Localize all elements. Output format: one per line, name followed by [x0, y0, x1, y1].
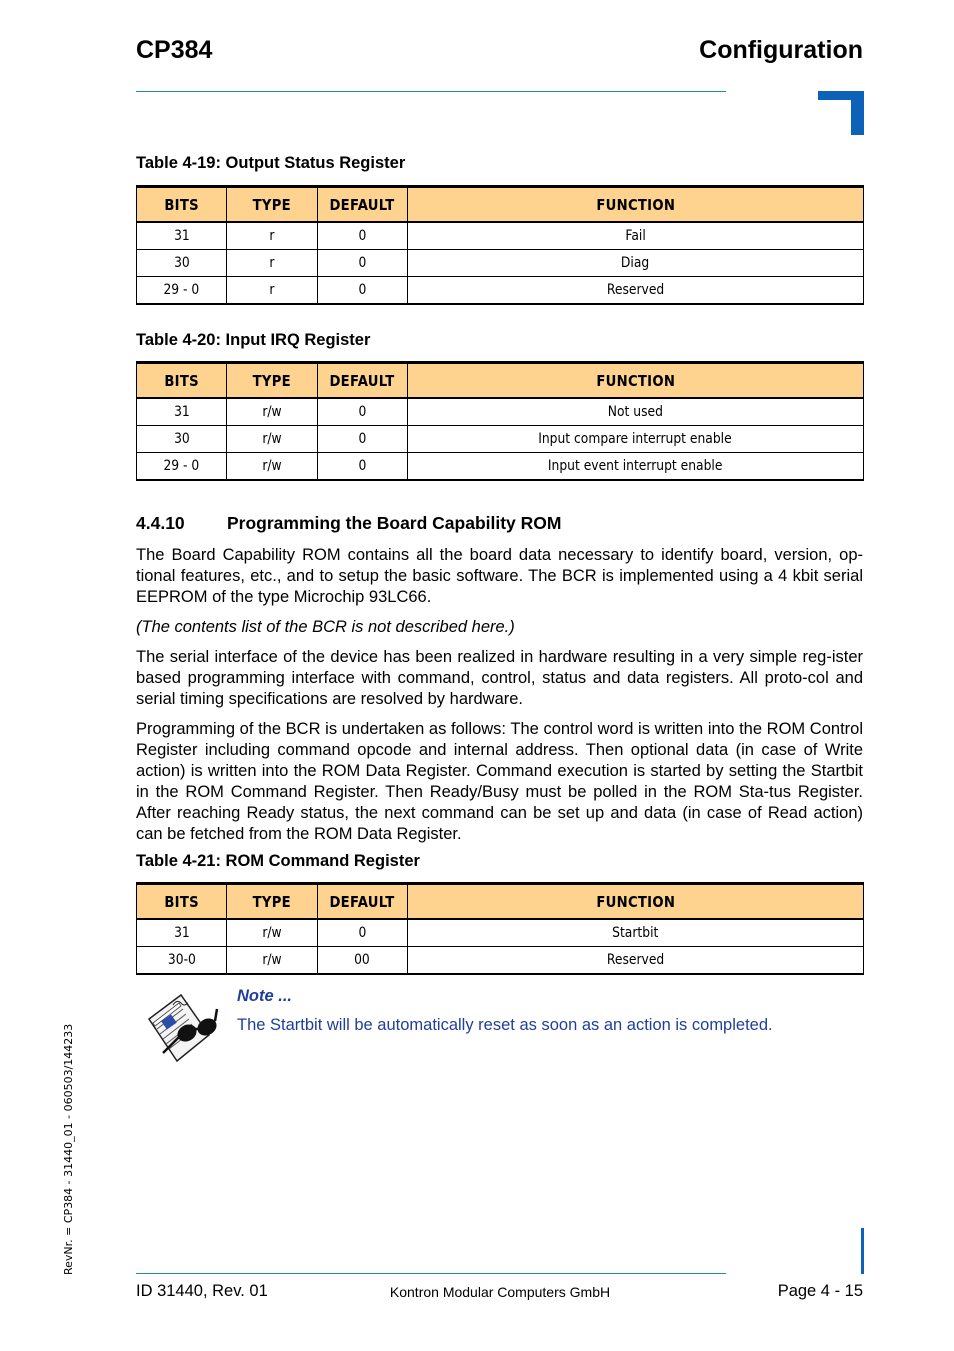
cell-function: Reserved	[407, 947, 863, 975]
table-row	[137, 919, 864, 947]
revision-side-text: RevNr. = CP384 - 31440_01 - 060503/144233	[62, 1023, 75, 1275]
footer-document-id: ID 31440, Rev. 01	[136, 1282, 268, 1300]
section-heading	[136, 513, 561, 534]
table-row	[137, 250, 864, 277]
paragraph: The serial interface of the device has been realized in hardware resulting in a very simple reg-ister based programming interface with command, control, status and data registers. All proto-col and serial timing specifications are resolved by hardware.	[136, 648, 863, 708]
table-caption: Table 4-19: Output Status Register	[136, 154, 406, 172]
cell-function: Input compare interrupt enable	[407, 426, 863, 453]
cell-default: 00	[317, 947, 407, 975]
paragraph: Programming of the BCR is undertaken as follows: The control word is written into the ROM Control Register including command opcode and internal address. Then optional data (in case of Write action) is written into the ROM Data Register. Command execution is started by setting the Startbit in the ROM Command Register. Then Ready/Busy must be polled in the ROM Sta-tus Register. After reaching Ready status, the next command can be set up and data (in case of Read action) can be fetched from the ROM Data Register.	[136, 720, 863, 843]
cell-default: 0	[317, 426, 407, 453]
cell-type: r/w	[226, 398, 317, 426]
col-header-default: DEFAULT	[317, 187, 407, 223]
cell-default: 0	[317, 222, 407, 250]
section-title: Programming the Board Capability ROM	[227, 513, 562, 533]
footer-company: Kontron Modular Computers GmbH	[389, 1284, 611, 1300]
cell-function: Fail	[407, 222, 863, 250]
col-header-bits: BITS	[137, 363, 227, 399]
cell-type: r/w	[226, 426, 317, 453]
cell-bits: 30-0	[137, 947, 227, 975]
note-label: Note ...	[237, 987, 293, 1005]
paragraph-note: (The contents list of the BCR is not described here.)	[136, 618, 515, 636]
table-row	[137, 398, 864, 426]
cell-type: r/w	[226, 453, 317, 481]
col-header-type: TYPE	[226, 884, 317, 920]
table-row	[137, 426, 864, 453]
table-row	[137, 453, 864, 481]
footer-rule	[136, 1273, 726, 1274]
col-header-type: TYPE	[226, 187, 317, 223]
cell-function: Input event interrupt enable	[407, 453, 863, 481]
col-header-function: FUNCTION	[407, 363, 863, 399]
cell-type: r/w	[226, 919, 317, 947]
col-header-bits: BITS	[137, 187, 227, 223]
cell-default: 0	[317, 398, 407, 426]
cell-bits: 30	[137, 426, 227, 453]
table-row	[137, 222, 864, 250]
cell-function: Diag	[407, 250, 863, 277]
cell-type: r	[226, 222, 317, 250]
header-product: CP384	[136, 36, 213, 64]
cell-bits: 31	[137, 919, 227, 947]
col-header-bits: BITS	[137, 884, 227, 920]
paragraph: The Board Capability ROM contains all the board data necessary to identify board, version, op-tional features, etc., and to setup the basic software. The BCR is implemented using a 4 kbit serial EEPROM of the type Microchip 93LC66.	[136, 546, 863, 606]
col-header-default: DEFAULT	[317, 363, 407, 399]
col-header-function: FUNCTION	[407, 187, 863, 223]
cell-bits: 29 - 0	[137, 453, 227, 481]
section-number: 4.4.10	[136, 513, 185, 533]
cell-bits: 29 - 0	[137, 277, 227, 305]
cell-default: 0	[317, 453, 407, 481]
cell-bits: 31	[137, 398, 227, 426]
table-row	[137, 947, 864, 975]
col-header-function: FUNCTION	[407, 884, 863, 920]
cell-type: r	[226, 277, 317, 305]
header-chapter: Configuration	[699, 36, 863, 64]
footer-corner-mark	[861, 1228, 864, 1274]
table-caption: Table 4-20: Input IRQ Register	[136, 331, 371, 349]
input-irq-table	[136, 361, 864, 481]
cell-function: Reserved	[407, 277, 863, 305]
cell-bits: 31	[137, 222, 227, 250]
col-header-default: DEFAULT	[317, 884, 407, 920]
cell-function: Startbit	[407, 919, 863, 947]
cell-type: r/w	[226, 947, 317, 975]
output-status-table	[136, 185, 864, 305]
cell-bits: 30	[137, 250, 227, 277]
rom-command-table	[136, 882, 864, 975]
cell-default: 0	[317, 277, 407, 305]
corner-mark-vertical	[851, 91, 864, 135]
footer-page-number: Page 4 - 15	[777, 1282, 863, 1300]
cell-default: 0	[317, 250, 407, 277]
header-rule	[136, 91, 726, 92]
note-text: The Startbit will be automatically reset as soon as an action is completed.	[237, 1016, 773, 1034]
table-row	[137, 277, 864, 305]
cell-type: r	[226, 250, 317, 277]
col-header-type: TYPE	[226, 363, 317, 399]
table-caption: Table 4-21: ROM Command Register	[136, 852, 420, 870]
note-glasses-icon	[143, 991, 221, 1066]
cell-default: 0	[317, 919, 407, 947]
cell-function: Not used	[407, 398, 863, 426]
